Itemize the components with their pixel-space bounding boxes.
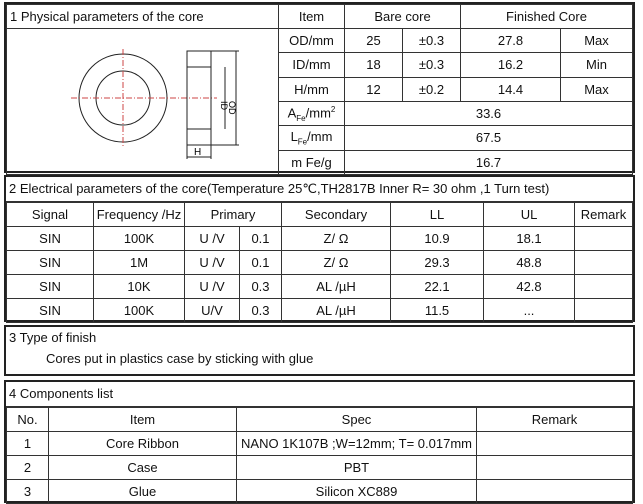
type-of-finish-section [4, 325, 635, 376]
value: 12 [345, 77, 403, 101]
header-bare-core: Bare core [345, 5, 461, 29]
table-cell: 0.3 [240, 299, 282, 323]
tolerance: ±0.3 [403, 29, 461, 53]
finish-text: Cores put in plastics case by sticking with glue [46, 351, 314, 366]
header: Spec [237, 408, 477, 432]
table-row [7, 432, 633, 456]
table-row [7, 456, 633, 480]
table-cell: Glue [49, 480, 237, 504]
table-cell: Case [49, 456, 237, 480]
table-cell: 10.9 [391, 227, 484, 251]
header: Item [49, 408, 237, 432]
section-title: 1 Physical parameters of the core [7, 5, 279, 29]
value: 16.2 [461, 53, 561, 77]
table-cell: 29.3 [391, 251, 484, 275]
table-cell: 100K [94, 227, 185, 251]
table-cell: U /V [185, 251, 240, 275]
header: LL [391, 203, 484, 227]
table-cell [575, 275, 633, 299]
limit: Min [561, 53, 633, 77]
limit: Max [561, 29, 633, 53]
table-row [7, 275, 633, 299]
value: 25 [345, 29, 403, 53]
table-cell: SIN [7, 227, 94, 251]
header: Remark [575, 203, 633, 227]
value: 14.4 [461, 77, 561, 101]
table-cell: U /V [185, 275, 240, 299]
tolerance: ±0.2 [403, 77, 461, 101]
core-drawing [7, 29, 279, 175]
table-row [7, 227, 633, 251]
value: 33.6 [345, 101, 633, 125]
table-cell: AL /µH [282, 275, 391, 299]
table-row [7, 480, 633, 504]
table-cell: ... [484, 299, 575, 323]
table-cell: 42.8 [484, 275, 575, 299]
table-cell: 1M [94, 251, 185, 275]
item-afe: $A_{Fe}/mm^2$ [279, 101, 345, 125]
id-label: ID [219, 101, 229, 110]
header: Remark [477, 408, 633, 432]
table-cell: 0.1 [240, 251, 282, 275]
table-cell: 100K [94, 299, 185, 323]
header-finished-core: Finished Core [461, 5, 633, 29]
table-cell: PBT [237, 456, 477, 480]
value: 16.7 [345, 150, 633, 174]
item-od: OD/mm [279, 29, 345, 53]
table-cell: Z/ Ω [282, 227, 391, 251]
table-cell: SIN [7, 251, 94, 275]
tolerance: ±0.3 [403, 53, 461, 77]
table-cell: 10K [94, 275, 185, 299]
table-cell: Core Ribbon [49, 432, 237, 456]
od-label: OD [227, 101, 237, 115]
table-cell: U /V [185, 227, 240, 251]
value: 27.8 [461, 29, 561, 53]
value: 67.5 [345, 126, 633, 150]
table-cell: 3 [7, 480, 49, 504]
header: Primary [185, 203, 282, 227]
table-cell: 11.5 [391, 299, 484, 323]
item-id: ID/mm [279, 53, 345, 77]
table-cell: 22.1 [391, 275, 484, 299]
table-cell: NANO 1K107B ;W=12mm; T= 0.017mm [237, 432, 477, 456]
table-cell: 0.1 [240, 227, 282, 251]
section-title: 4 Components list [6, 382, 633, 407]
item-lfe: $L_{Fe}/mm$ [279, 126, 345, 150]
table-cell: AL /µH [282, 299, 391, 323]
table-cell: 2 [7, 456, 49, 480]
table-cell: Z/ Ω [282, 251, 391, 275]
table-cell [477, 480, 633, 504]
table-cell [575, 299, 633, 323]
table-cell: Silicon XC889 [237, 480, 477, 504]
limit: Max [561, 77, 633, 101]
table-cell: 1 [7, 432, 49, 456]
header: Signal [7, 203, 94, 227]
table-cell: SIN [7, 299, 94, 323]
table-cell [477, 456, 633, 480]
section-title: 2 Electrical parameters of the core(Temperature 25℃,TH2817B Inner R= 30 ohm ,1 Turn test) [6, 177, 633, 202]
value: 18 [345, 53, 403, 77]
header: UL [484, 203, 575, 227]
table-cell: 0.3 [240, 275, 282, 299]
electrical-parameters-section [4, 175, 635, 322]
item-h: H/mm [279, 77, 345, 101]
table-row [7, 299, 633, 323]
physical-parameters-section [4, 2, 635, 173]
table-row [7, 251, 633, 275]
components-list-section [4, 380, 635, 503]
header: No. [7, 408, 49, 432]
table-cell: 48.8 [484, 251, 575, 275]
table-cell [477, 432, 633, 456]
h-label: H [194, 147, 202, 158]
header-item: Item [279, 5, 345, 29]
header: Frequency /Hz [94, 203, 185, 227]
section-title: 3 Type of finish [9, 330, 97, 345]
table-cell: U/V [185, 299, 240, 323]
table-cell: 18.1 [484, 227, 575, 251]
table-cell [575, 227, 633, 251]
item-mfe: m Fe/g [279, 150, 345, 174]
table-cell: SIN [7, 275, 94, 299]
header: Secondary [282, 203, 391, 227]
table-cell [575, 251, 633, 275]
